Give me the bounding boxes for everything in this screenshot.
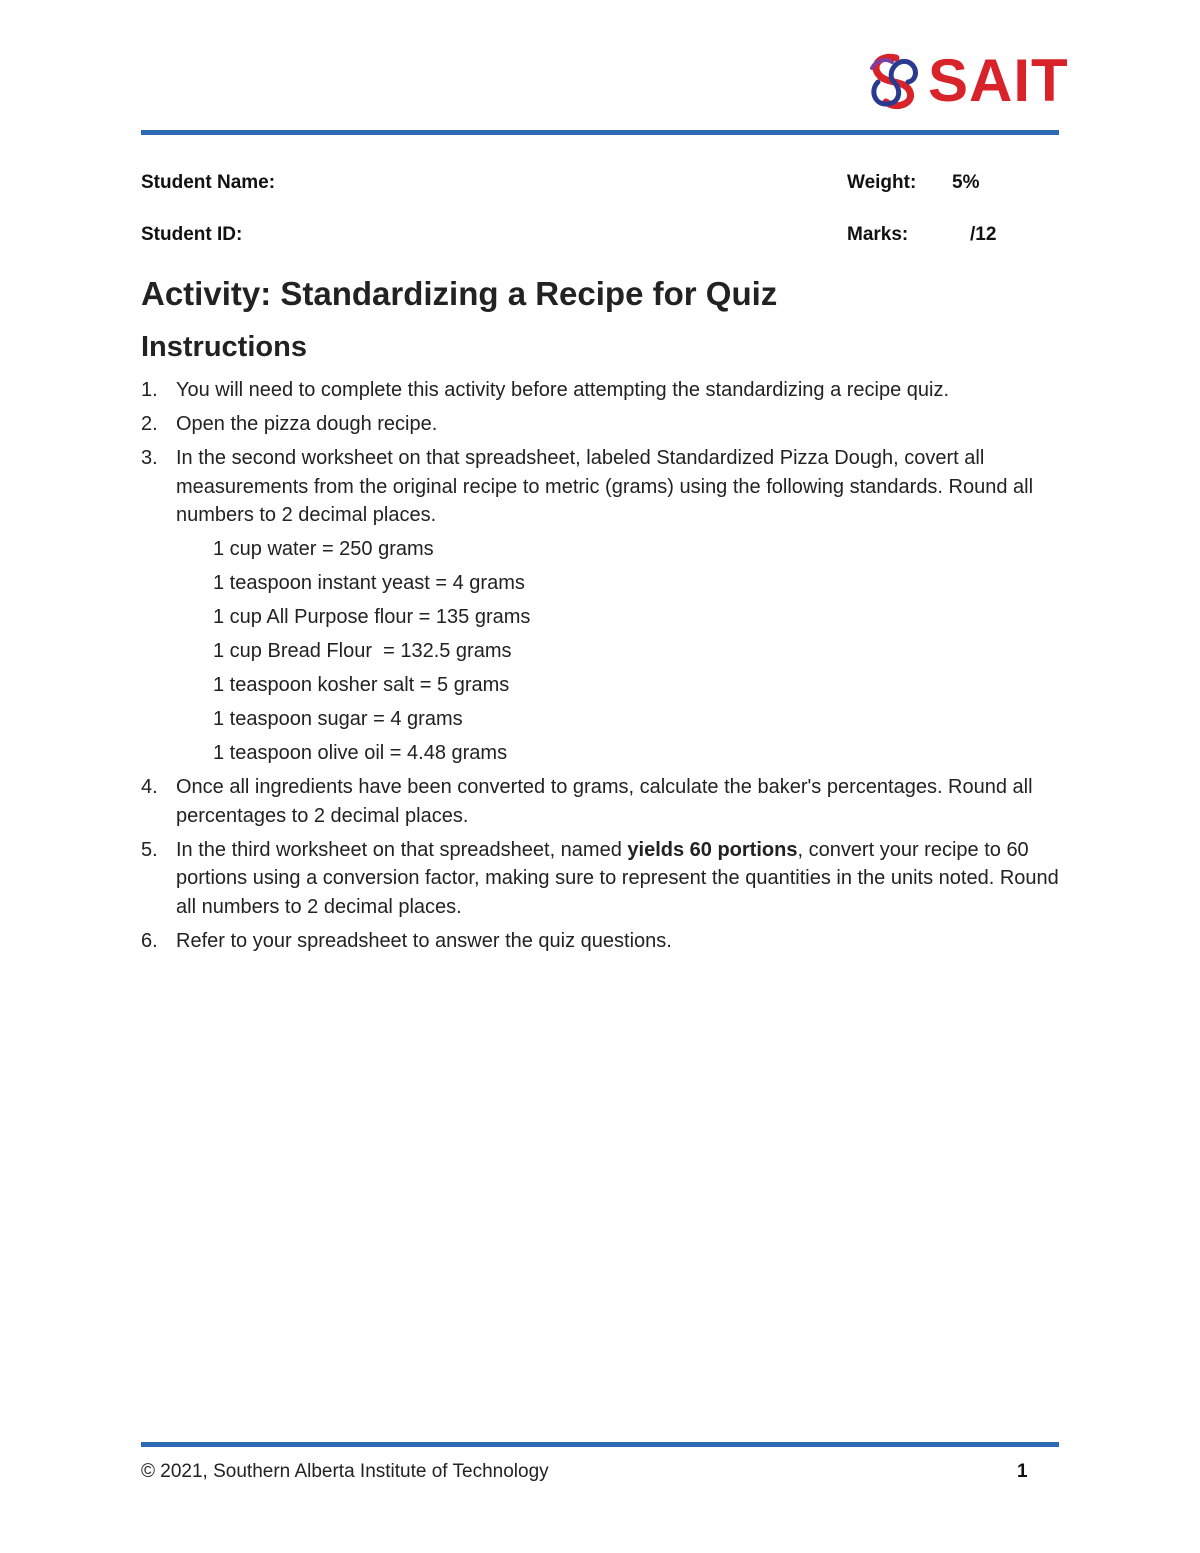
list-item <box>141 376 1061 405</box>
conversion-standards <box>141 535 1061 768</box>
item-number: 4. <box>141 776 158 798</box>
marks-label: Marks: <box>847 224 909 245</box>
item-text: Open the pizza dough recipe. <box>176 413 438 435</box>
section-heading: Instructions <box>141 331 307 363</box>
sait-logo <box>866 47 1069 114</box>
item-text: You will need to complete this activity before attempting the standardizing a recipe quiz. <box>176 379 950 401</box>
sait-knot-logo-icon <box>866 52 924 110</box>
item-text: Refer to your spreadsheet to answer the quiz questions. <box>176 929 672 952</box>
item-text-before: In the third worksheet on that spreadsheet, named <box>176 838 628 861</box>
header-rule <box>141 130 1059 135</box>
item-number: 2. <box>141 413 158 435</box>
worksheet-name: yields 60 portions <box>627 838 798 861</box>
logo-wordmark: SAIT <box>928 47 1069 114</box>
item-number: 1. <box>141 379 158 401</box>
list-item <box>141 410 1061 439</box>
list-item <box>141 773 1061 830</box>
footer-rule <box>141 1442 1059 1447</box>
conversion-item: 1 cup Bread Flour = 132.5 grams <box>213 640 512 662</box>
student-name-label: Student Name: <box>141 172 276 193</box>
item-number: 5. <box>141 838 158 861</box>
conversion-item: 1 teaspoon sugar = 4 grams <box>213 708 463 730</box>
conversion-item: 1 cup All Purpose flour = 135 grams <box>213 606 531 628</box>
page-title: Activity: Standardizing a Recipe for Quiz <box>141 275 778 312</box>
item-number: 6. <box>141 929 158 952</box>
item-text-after: , convert your recipe to 60 portions using a conversion factor, making sure to represent the quantities in the units noted. Round all numbers to 2 decimal places. <box>176 838 1059 918</box>
item-text: In the second worksheet on that spreadsheet, labeled Standardized Pizza Dough, covert all measurements from the original recipe to metric (grams) using the following standards. Round all numbers to 2 decimal places. <box>176 447 1034 526</box>
list-item <box>141 836 1061 922</box>
list-item <box>141 927 1061 956</box>
conversion-item: 1 teaspoon kosher salt = 5 grams <box>213 674 510 696</box>
instructions-list <box>141 376 1061 961</box>
list-item <box>141 444 1061 530</box>
weight-label: Weight: <box>847 172 917 193</box>
conversion-item: 1 teaspoon olive oil = 4.48 grams <box>213 742 508 764</box>
item-text: Once all ingredients have been converted to grams, calculate the baker's percentages. Round all percentages to 2 decimal places. <box>176 776 1033 827</box>
page-number: 1 <box>1017 1461 1028 1482</box>
student-id-label: Student ID: <box>141 224 243 245</box>
item-number: 3. <box>141 447 158 469</box>
marks-value: /12 <box>970 224 997 245</box>
weight-value: 5% <box>952 172 980 193</box>
conversion-item: 1 teaspoon instant yeast = 4 grams <box>213 572 525 594</box>
conversion-item: 1 cup water = 250 grams <box>213 538 434 560</box>
footer-copyright: © 2021, Southern Alberta Institute of Technology <box>141 1461 549 1482</box>
